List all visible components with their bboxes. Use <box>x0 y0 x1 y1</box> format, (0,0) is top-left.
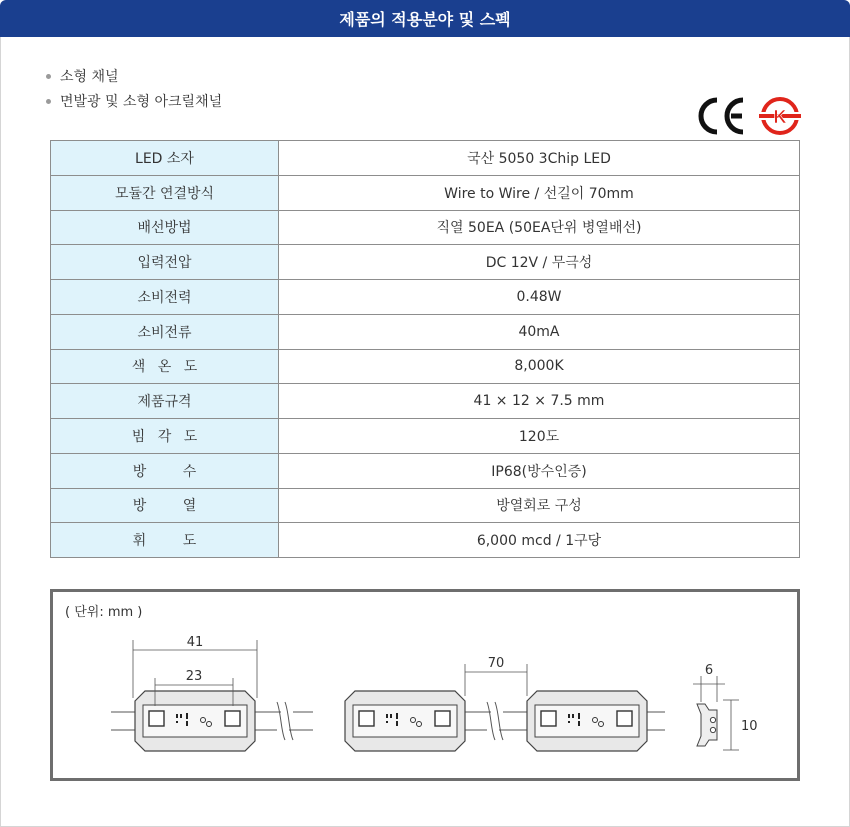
led-module-3 <box>527 691 647 751</box>
table-row <box>51 210 800 245</box>
module-drawing <box>53 592 797 778</box>
kc-mark-icon <box>759 99 801 133</box>
table-row <box>51 245 800 280</box>
table-row <box>51 280 800 315</box>
table-row <box>51 488 800 523</box>
spec-value: DC 12V / 무극성 <box>279 245 800 280</box>
certification-icons <box>697 96 801 136</box>
spec-label: 방 수 <box>51 453 279 488</box>
dim-width-label: 6 <box>704 663 714 678</box>
dim-height-label: 10 <box>741 719 758 734</box>
bullet-icon <box>46 99 51 104</box>
application-item: 면발광 및 소형 아크릴채널 <box>46 89 222 114</box>
ce-mark-icon <box>701 100 743 132</box>
spec-label: 모듈간 연결방식 <box>51 175 279 210</box>
table-row <box>51 141 800 176</box>
spec-label: 휘 도 <box>51 523 279 558</box>
spec-label: 색 온 도 <box>51 349 279 384</box>
spec-value: 40mA <box>279 314 800 349</box>
dim-wire-label: 70 <box>487 656 505 671</box>
table-row <box>51 419 800 454</box>
application-list <box>46 64 222 114</box>
section-header <box>0 0 850 37</box>
spec-value: Wire to Wire / 선길이 70mm <box>279 175 800 210</box>
spec-value: IP68(방수인증) <box>279 453 800 488</box>
spec-label: 배선방법 <box>51 210 279 245</box>
led-module-1 <box>135 691 255 751</box>
spec-label: LED 소자 <box>51 141 279 176</box>
spec-value: 국산 5050 3Chip LED <box>279 141 800 176</box>
table-row <box>51 314 800 349</box>
svg-text:K: K <box>773 107 787 127</box>
application-item: 소형 채널 <box>46 64 222 89</box>
module-side-view <box>697 704 717 746</box>
table-row <box>51 523 800 558</box>
led-module-2 <box>345 691 465 751</box>
spec-value: 0.48W <box>279 280 800 315</box>
table-row <box>51 175 800 210</box>
bullet-icon <box>46 74 51 79</box>
table-row <box>51 349 800 384</box>
dim-inner-label: 23 <box>185 669 203 684</box>
unit-label: ( 단위: mm ) <box>65 605 143 620</box>
spec-label: 제품규격 <box>51 384 279 419</box>
section-title: 제품의 적용분야 및 스펙 <box>339 10 511 29</box>
dim-length-label: 41 <box>186 635 204 650</box>
spec-label: 빔 각 도 <box>51 419 279 454</box>
spec-value: 방열회로 구성 <box>279 488 800 523</box>
spec-label: 소비전류 <box>51 314 279 349</box>
spec-value: 직열 50EA (50EA단위 병열배선) <box>279 210 800 245</box>
spec-value: 120도 <box>279 419 800 454</box>
spec-value: 8,000K <box>279 349 800 384</box>
table-row <box>51 453 800 488</box>
spec-value: 41 × 12 × 7.5 mm <box>279 384 800 419</box>
spec-value: 6,000 mcd / 1구당 <box>279 523 800 558</box>
table-row <box>51 384 800 419</box>
certification-marks <box>697 96 801 136</box>
spec-table <box>50 140 800 558</box>
spec-label: 소비전력 <box>51 280 279 315</box>
spec-label: 입력전압 <box>51 245 279 280</box>
spec-label: 방 열 <box>51 488 279 523</box>
dimension-diagram <box>50 589 800 781</box>
